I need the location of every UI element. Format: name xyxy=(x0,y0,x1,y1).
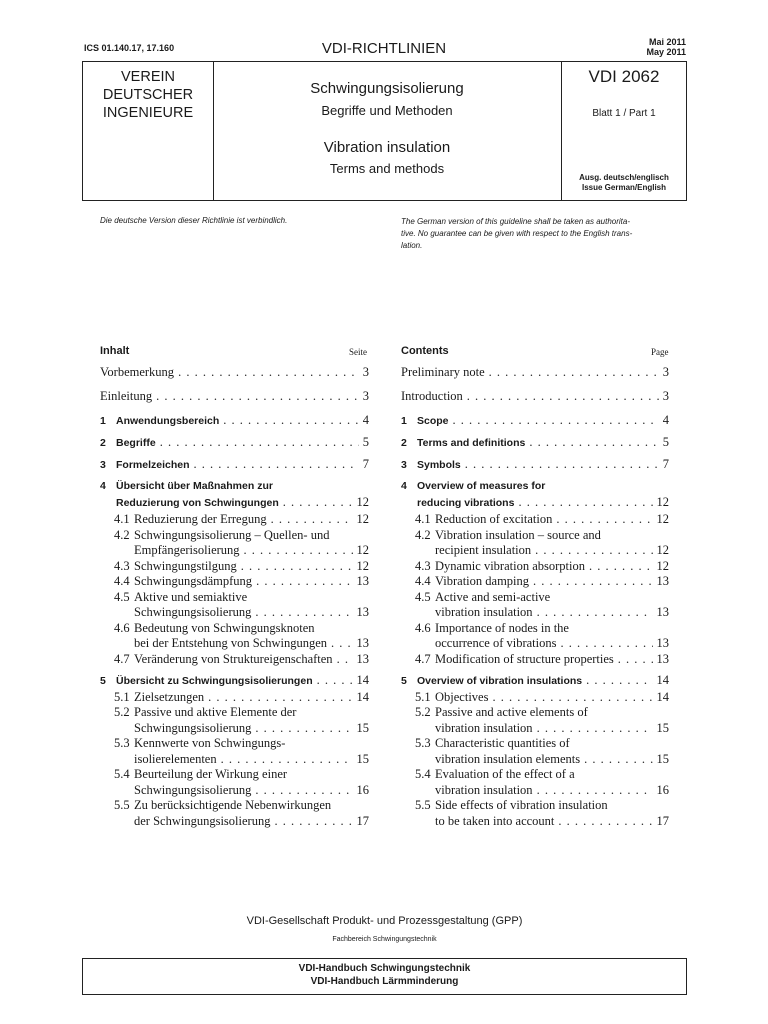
issue-date xyxy=(646,37,686,57)
toc-en xyxy=(401,365,669,829)
toc-section-4[interactable]: 4 Übersicht über Maßnahmen zur Reduzierung von Schwingungen . . . 12 xyxy=(100,480,369,512)
title-de: Schwingungsisolierung xyxy=(310,80,464,97)
toc-section-3[interactable]: 3 Symbols . . . 7 xyxy=(401,457,669,479)
toc-subsection[interactable]: 5.4 Beurteilung der Wirkung einer Schwingungsisolierung . . . 16 xyxy=(100,767,369,798)
subtitle-de: Begriffe und Methoden xyxy=(321,103,453,118)
title-en: Vibration insulation xyxy=(323,139,451,156)
toc-de xyxy=(100,365,369,829)
toc-subsection[interactable]: 4.6 Bedeutung von Schwingungsknoten bei der Entstehung von Schwingungen . . . 13 xyxy=(100,621,369,652)
toc-de-heading: Inhalt xyxy=(100,345,130,357)
toc-subsection[interactable]: 4.6 Importance of nodes in the occurrence of vibrations . . . 13 xyxy=(401,621,669,652)
toc-section-5[interactable]: 5 Übersicht zu Schwingungsisolierungen . . . 14 xyxy=(100,673,369,690)
toc-subsection[interactable]: 4.4 Schwingungsdämpfung . . . 13 xyxy=(100,574,369,590)
toc-subsection[interactable]: 4.4 Vibration damping . . . 13 xyxy=(401,574,669,590)
toc-subsection[interactable]: 4.2 Schwingungsisolierung – Quellen- und Empfängerisolierung . . . 12 xyxy=(100,528,369,559)
toc-entry[interactable]: Vorbemerkung . . . 3 xyxy=(100,365,369,389)
handbook-2: VDI-Handbuch Lärmminderung xyxy=(310,976,459,987)
note-en-line-3: lation. xyxy=(401,241,423,250)
toc-subsection[interactable]: 4.1 Reduzierung der Erregung . . . 12 xyxy=(100,512,369,528)
society-name: VDI-Gesellschaft Produkt- und Prozessgestaltung (GPP) xyxy=(246,915,523,927)
toc-subsection[interactable]: 5.3 Characteristic quantities of vibration insulation elements . . . 15 xyxy=(401,736,669,767)
toc-entry[interactable]: Preliminary note . . . 3 xyxy=(401,365,669,389)
ics-code: ICS 01.140.17, 17.160 xyxy=(84,43,175,53)
issue-language-de: Ausg. deutsch/englisch xyxy=(579,173,669,182)
toc-subsection[interactable]: 4.5 Active and semi-active vibration insulation . . . 13 xyxy=(401,590,669,621)
toc-subsection[interactable]: 5.1 Objectives . . . 14 xyxy=(401,690,669,706)
toc-section-2[interactable]: 2 Terms and definitions . . . 5 xyxy=(401,435,669,457)
toc-subsection[interactable]: 4.2 Vibration insulation – source and recipient insulation . . . 12 xyxy=(401,528,669,559)
toc-subsection[interactable]: 5.2 Passive and active elements of vibration insulation . . . 15 xyxy=(401,705,669,736)
note-en xyxy=(401,216,632,252)
toc-en-page-label: Page xyxy=(651,347,669,357)
toc-section-3[interactable]: 3 Formelzeichen . . . 7 xyxy=(100,457,369,479)
toc-entry[interactable]: Introduction . . . 3 xyxy=(401,389,669,413)
note-en-line-1: The German version of this guideline shall be taken as authorita- xyxy=(401,217,631,226)
toc-subsection[interactable]: 5.1 Zielsetzungen . . . 14 xyxy=(100,690,369,706)
toc-section-2[interactable]: 2 Begriffe . . . 5 xyxy=(100,435,369,457)
toc-subsection[interactable]: 4.5 Aktive und semiaktive Schwingungsisolierung . . . 13 xyxy=(100,590,369,621)
toc-subsection[interactable]: 4.3 Dynamic vibration absorption . . . 12 xyxy=(401,559,669,575)
toc-entry[interactable]: Einleitung . . . 3 xyxy=(100,389,369,413)
toc-section-1[interactable]: 1 Scope . . . 4 xyxy=(401,413,669,435)
issue-language xyxy=(563,173,685,193)
handbook-1: VDI-Handbuch Schwingungstechnik xyxy=(298,963,471,974)
toc-subsection[interactable]: 4.7 Modification of structure properties . . . 13 xyxy=(401,652,669,673)
org-line-1: VEREIN xyxy=(121,69,175,85)
subtitle-en: Terms and methods xyxy=(329,161,445,176)
vdi-logo-text xyxy=(84,68,212,122)
part-label: Blatt 1 / Part 1 xyxy=(592,108,656,119)
issue-date-de: Mai 2011 xyxy=(648,37,686,47)
toc-section-5[interactable]: 5 Overview of vibration insulations . . . 14 xyxy=(401,673,669,690)
toc-subsection[interactable]: 4.1 Reduction of excitation . . . 12 xyxy=(401,512,669,528)
handbook-list xyxy=(82,962,687,988)
toc-subsection[interactable]: 4.7 Veränderung von Struktureigenschaften . . . 13 xyxy=(100,652,369,673)
toc-subsection[interactable]: 5.2 Passive und aktive Elemente der Schwingungsisolierung . . . 15 xyxy=(100,705,369,736)
series-title: VDI-RICHTLINIEN xyxy=(321,40,447,57)
org-line-2: DEUTSCHER xyxy=(102,87,194,103)
toc-subsection[interactable]: 5.3 Kennwerte von Schwingungs- isolierelementen . . . 15 xyxy=(100,736,369,767)
toc-en-heading: Contents xyxy=(401,345,449,357)
org-line-3: INGENIEURE xyxy=(102,105,194,121)
doc-number: VDI 2062 xyxy=(588,67,660,86)
issue-date-en: May 2011 xyxy=(646,47,686,57)
toc-section-1[interactable]: 1 Anwendungsbereich . . . 4 xyxy=(100,413,369,435)
note-de: Die deutsche Version dieser Richtlinie ist verbindlich. xyxy=(100,216,288,225)
title-box-divider-right xyxy=(561,61,562,201)
toc-section-4[interactable]: 4 Overview of measures for reducing vibrations . . . 12 xyxy=(401,480,669,512)
toc-subsection[interactable]: 5.5 Side effects of vibration insulation to be taken into account . . . 17 xyxy=(401,798,669,829)
toc-subsection[interactable]: 5.5 Zu berücksichtigende Nebenwirkungen der Schwingungsisolierung . . . 17 xyxy=(100,798,369,829)
issue-language-en: Issue German/English xyxy=(581,183,667,192)
department-name: Fachbereich Schwingungstechnik xyxy=(332,936,437,943)
note-en-line-2: tive. No guarantee can be given with respect to the English trans- xyxy=(401,229,633,238)
toc-subsection[interactable]: 4.3 Schwingungstilgung . . . 12 xyxy=(100,559,369,575)
toc-de-page-label: Seite xyxy=(349,347,367,357)
toc-subsection[interactable]: 5.4 Evaluation of the effect of a vibration insulation . . . 16 xyxy=(401,767,669,798)
